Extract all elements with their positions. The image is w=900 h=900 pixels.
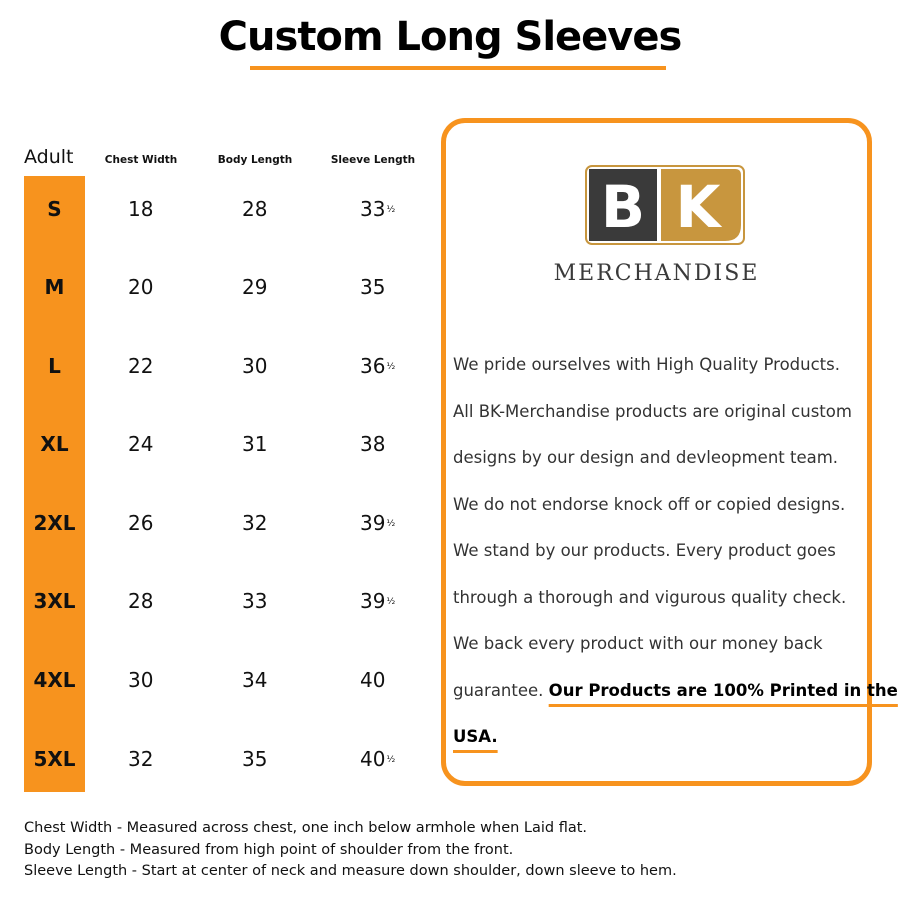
statement-line [453,668,898,715]
table-row [24,267,444,307]
brand-name: MERCHANDISE [553,261,760,286]
statement-line [453,714,871,761]
title-underline [250,66,666,70]
sleeve-fraction: ½ [386,519,396,529]
chest-value: 18 [128,197,154,221]
table-row [24,739,444,779]
statement-line: designs by our design and devleopment team. [453,448,839,467]
logo-letter-k: K [675,173,721,241]
chest-value: 30 [128,668,154,692]
table-row [24,581,444,621]
table-row [24,424,444,464]
sleeve-whole: 35 [360,275,386,299]
size-label: S [47,197,62,221]
body-value: 33 [242,589,268,613]
statement-line: All BK-Merchandise products are original custom [453,401,852,421]
sleeve-whole: 40 [360,747,386,771]
sleeve-fraction: ½ [386,362,396,372]
usa-emphasis: USA. [453,727,498,746]
header-body-length: Body Length [217,154,293,166]
table-row [24,660,444,700]
sleeve-whole: 39 [360,511,386,535]
sleeve-whole: 40 [360,668,386,692]
statement-line: We pride ourselves with High Quality Products. [453,355,840,374]
sleeve-value [360,189,395,229]
sleeve-value [360,660,386,700]
chest-value: 26 [128,511,154,535]
table-row [24,503,444,543]
statement-plain: guarantee. [453,680,549,700]
sleeve-value [360,267,386,307]
size-label: XL [40,432,69,456]
sleeve-value [360,581,395,621]
bk-logo [585,165,745,245]
sleeve-fraction: ½ [386,597,396,607]
logo-letter-b: B [600,173,646,241]
statement-line: through a thorough and vigurous quality check. [453,587,847,607]
sleeve-value [360,424,386,464]
body-value: 29 [242,275,268,299]
adult-label: Adult [24,146,74,168]
sleeve-whole: 38 [360,432,386,456]
chest-value: 24 [128,432,154,456]
brand-statement [453,342,898,761]
chest-value: 20 [128,275,154,299]
size-label: L [48,354,61,378]
size-label: 5XL [33,747,76,771]
body-value: 35 [242,747,268,771]
measurement-notes [24,818,884,883]
size-label: 2XL [33,511,76,535]
chest-value: 32 [128,747,154,771]
note-sleeve-length: Sleeve Length - Start at center of neck and measure down shoulder, down sleeve to hem. [24,863,677,879]
sleeve-whole: 33 [360,197,386,221]
size-label: 3XL [33,589,76,613]
sleeve-value [360,739,395,779]
body-value: 28 [242,197,268,221]
table-row [24,346,444,386]
header-chest-width: Chest Width [104,154,178,166]
body-value: 31 [242,432,268,456]
usa-printed-emphasis: Our Products are 100% Printed in the [548,680,898,700]
sleeve-value [360,346,395,386]
sleeve-value [360,503,395,543]
page-title: Custom Long Sleeves [218,14,682,60]
sleeve-whole: 39 [360,589,386,613]
chest-value: 22 [128,354,154,378]
size-label: 4XL [33,668,76,692]
sleeve-fraction: ½ [386,755,396,765]
size-label: M [44,275,65,299]
body-value: 30 [242,354,268,378]
body-value: 34 [242,668,268,692]
statement-line: We do not endorse knock off or copied designs. [453,494,846,514]
sleeve-fraction: ½ [386,205,396,215]
statement-line: We stand by our products. Every product goes [453,541,836,560]
header-sleeve-length: Sleeve Length [330,154,416,166]
body-value: 32 [242,511,268,535]
note-chest-width: Chest Width - Measured across chest, one inch below armhole when Laid flat. [24,820,588,836]
table-row [24,189,444,229]
chest-value: 28 [128,589,154,613]
brand-panel [441,118,898,786]
statement-line: We back every product with our money back [453,634,823,653]
note-body-length: Body Length - Measured from high point of shoulder from the front. [24,841,514,858]
sleeve-whole: 36 [360,354,386,378]
